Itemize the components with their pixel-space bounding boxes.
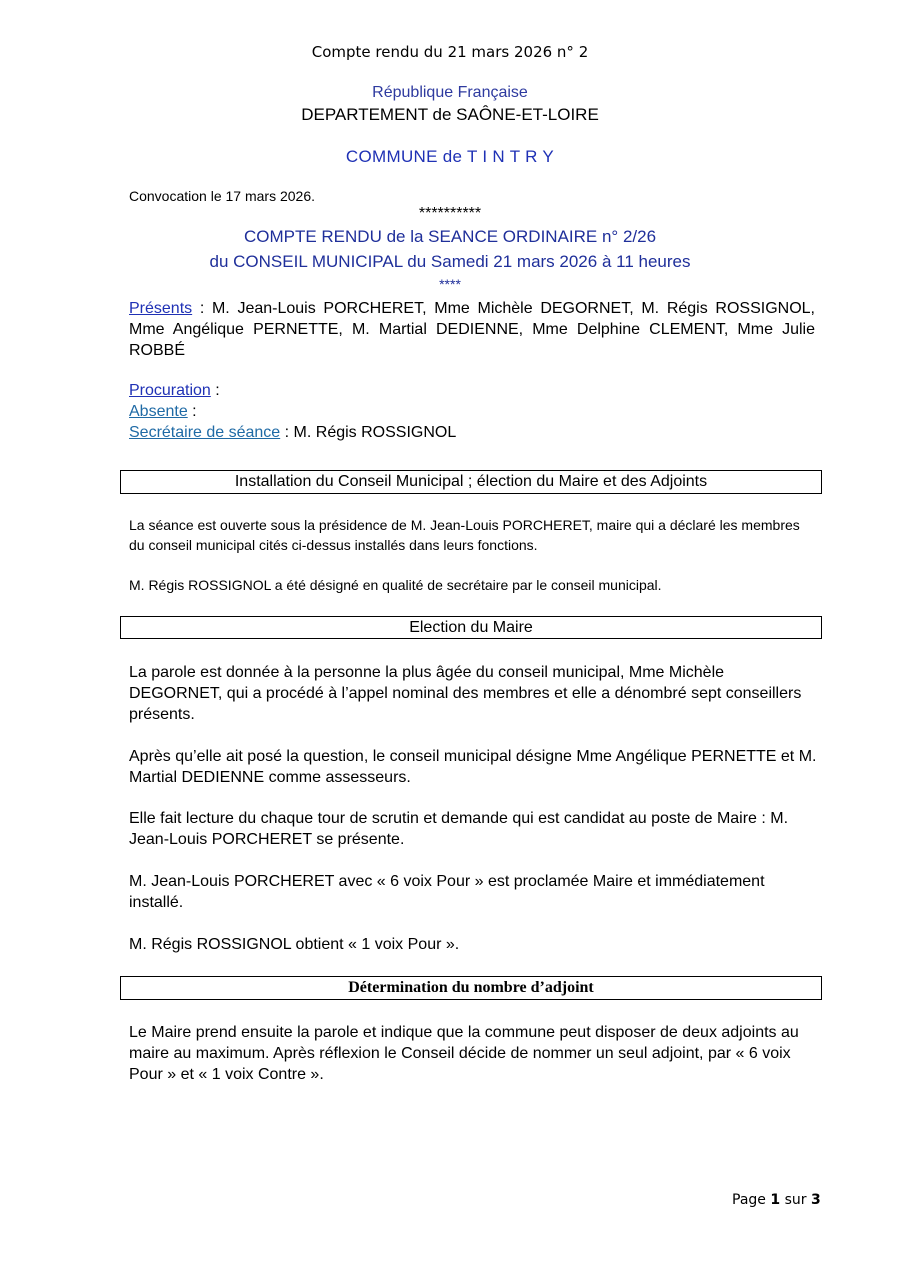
departement-label: DEPARTEMENT de SAÔNE-ET-LOIRE bbox=[301, 105, 599, 124]
page-total: 3 bbox=[810, 1192, 821, 1208]
installation-paragraph-1: La séance est ouverte sous la présidence de M. Jean-Louis PORCHERET, maire qui a déclaré les membres du conseil municipal cités ci-dessus installés dans leurs fonctions. bbox=[129, 517, 800, 553]
page-current: 1 bbox=[770, 1192, 781, 1208]
republique-francaise-label: République Française bbox=[372, 84, 528, 101]
commune-label: COMMUNE de T I N T R Y bbox=[345, 147, 555, 166]
election-paragraph-4: M. Jean-Louis PORCHERET avec « 6 voix Pour » est proclamée Maire et immédiatement installé. bbox=[129, 873, 765, 911]
installation-paragraph-2: M. Régis ROSSIGNOL a été désigné en qualité de secrétaire par le conseil municipal. bbox=[129, 577, 662, 593]
presents-list: : M. Jean-Louis PORCHERET, Mme Michèle DEGORNET, M. Régis ROSSIGNOL, Mme Angélique PERNETTE, M. Martial DEDIENNE, Mme Delphine CLEMENT, Mme Julie ROBBÉ bbox=[129, 300, 815, 359]
page-separator: sur bbox=[784, 1192, 807, 1208]
adjoint-paragraph-1: Le Maire prend ensuite la parole et indique que la commune peut disposer de deux adjoints au maire au maximum. Après réflexion le Conseil décide de nommer un seul adjoint, par « 6 voix Pour » et « 1 voix Contre ». bbox=[129, 1024, 799, 1083]
page-label: Page bbox=[732, 1192, 766, 1208]
page-number bbox=[732, 1192, 821, 1208]
procuration-line bbox=[129, 382, 220, 400]
secretaire-line bbox=[129, 424, 456, 442]
procuration-value: : bbox=[210, 382, 220, 399]
absente-line bbox=[129, 403, 197, 421]
section-election-maire-title: Election du Maire bbox=[120, 616, 822, 639]
presents-label: Présents bbox=[129, 300, 193, 317]
presents-paragraph bbox=[129, 298, 815, 361]
section-adjoint-title: Détermination du nombre d’adjoint bbox=[120, 976, 822, 1000]
election-paragraph-3: Elle fait lecture du chaque tour de scrutin et demande qui est candidat au poste de Maire : M. Jean-Louis PORCHERET se présente. bbox=[129, 810, 789, 848]
separator-stars-short: **** bbox=[439, 276, 461, 292]
secretaire-value: : M. Régis ROSSIGNOL bbox=[280, 424, 457, 441]
procuration-label: Procuration bbox=[129, 382, 211, 399]
secretaire-label: Secrétaire de séance bbox=[129, 424, 281, 441]
election-paragraph-1: La parole est donnée à la personne la plus âgée du conseil municipal, Mme Michèle DEGORNET, qui a procédé à l’appel nominal des membres et elle a dénombré sept conseillers présents. bbox=[129, 664, 802, 723]
election-paragraph-2: Après qu’elle ait posé la question, le conseil municipal désigne Mme Angélique PERNETTE et M. Martial DEDIENNE comme assesseurs. bbox=[129, 748, 817, 786]
document-title: COMPTE RENDU de la SEANCE ORDINAIRE n° 2/26 bbox=[243, 227, 657, 246]
document-header-line: Compte rendu du 21 mars 2026 n° 2 bbox=[311, 43, 589, 61]
absente-value: : bbox=[187, 403, 197, 420]
section-installation-title: Installation du Conseil Municipal ; élection du Maire et des Adjoints bbox=[120, 470, 822, 494]
absente-label: Absente bbox=[129, 403, 188, 420]
document-subtitle: du CONSEIL MUNICIPAL du Samedi 21 mars 2026 à 11 heures bbox=[209, 252, 691, 271]
separator-stars: ********** bbox=[418, 205, 482, 222]
convocation-date: Convocation le 17 mars 2026. bbox=[129, 188, 315, 204]
election-paragraph-5: M. Régis ROSSIGNOL obtient « 1 voix Pour ». bbox=[129, 936, 460, 953]
